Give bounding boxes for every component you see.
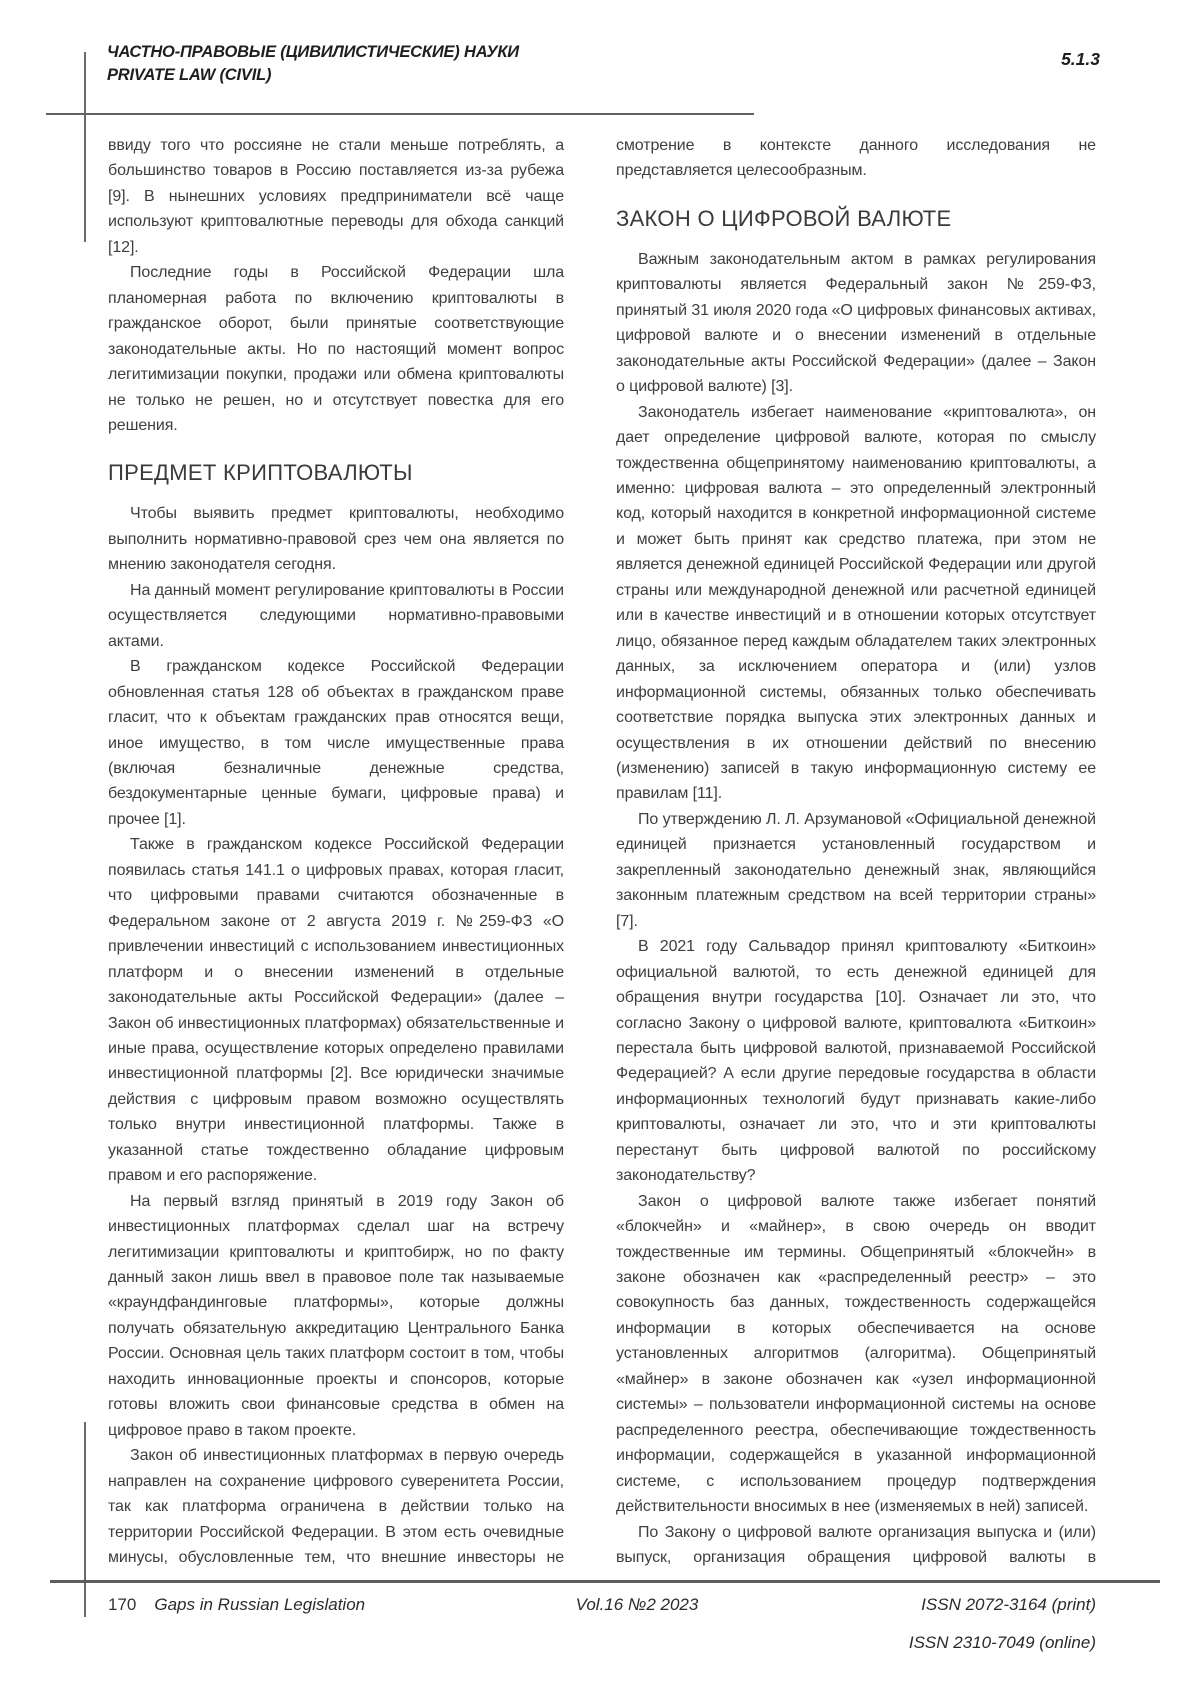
issn-print: ISSN 2072-3164 (print): [921, 1595, 1096, 1614]
right-column: [616, 133, 1096, 1573]
volume-info: Vol.16 №2 2023: [575, 1595, 699, 1614]
rubric-title-ru: ЧАСТНО-ПРАВОВЫЕ (ЦИВИЛИСТИЧЕСКИЕ) НАУКИ: [107, 43, 519, 61]
article-body: [108, 133, 1096, 1573]
paragraph: Важным законодательным актом в рамках регулирования криптовалюты является Федеральный закон №259-ФЗ, принятый 31 июля 2020 года «О цифровых финансовых активах, цифровой валюте и о внесении изменений в отдельные законодательные акты Российской Федерации» (далее – Закон о цифровой валюте) [3].: [616, 250, 1096, 396]
header-rule: [46, 113, 754, 115]
section-code: 5.1.3: [1061, 49, 1100, 69]
heading-predmet-kriptovalyuty: ПРЕДМЕТ КРИПТОВАЛЮТЫ: [108, 460, 413, 486]
rubric-title-en: PRIVATE LAW (CIVIL): [107, 66, 272, 84]
paragraph: На первый взгляд принятый в 2019 году Закон об инвестиционных платформах сделал шаг на встречу легитимизации криптовалюты и криптобирж, но по факту данный закон лишь ввел в правовое поле так называемые «краундфандинговые платформы», которые должны получать обязательную аккредитацию Центрального Банка России. Основная цель таких платформ состоит в том, чтобы находить инновационные проекты и спонсоров, которые готовы вложить свои финансовые средства в обмен на цифровое право в таком проекте.: [108, 1192, 564, 1439]
footer-rule: [50, 1580, 1160, 1583]
paragraph: Чтобы выявить предмет криптовалюты, необходимо выполнить нормативно-правовой срез чем она является по мнению законодателя сегодня.: [108, 505, 564, 574]
paragraph: ввиду того что россияне не стали меньше потреблять, а большинство товаров в Россию поставляется из-за рубежа [9]. В нынешних условиях предприниматели всё чаще используют криптовалютные переводы для обхода санкций [12].: [108, 137, 564, 256]
page-number: 170: [108, 1595, 137, 1614]
page-header: [107, 41, 1100, 87]
journal-title: Gaps in Russian Legislation: [154, 1595, 366, 1614]
paragraph: Закон о цифровой валюте также избегает понятий «блокчейн» и «майнер», в свою очередь он вводит тождественные им термины. Общепринятый «блокчейн» в законе обозначен как «распределенный реестр» – это совокупность баз данных, тождественность содержащейся информации в которых обеспечивается на основе установленных алгоритмов (алгоритма). Общепринятый «майнер» в законе обозначен как «узел информационной системы» – пользователи информационной системы на основе распределенного реестра, обеспечивающие тождественность информации, содержащейся в указанной информационной системе, с использованием процедур подтверждения действительности вносимых в нее (изменяемых в ней) записей.: [616, 1192, 1096, 1516]
margin-line-bottom: [84, 1422, 86, 1617]
rubric-block: [107, 41, 519, 87]
paragraph: В 2021 году Сальвадор принял криптовалюту «Биткоин» официальной валютой, то есть денежной единицей для обращения внутри государства [10]. Означает ли это, что согласно Закону о цифровой валюте, криптовалюта «Биткоин» перестала быть цифровой валютой, признаваемой Российской Федерацией? А если другие передовые государства в области информационных технологий будут признавать какие-либо криптовалюты, означает ли это, что и эти криптовалюты перестанут быть цифровой валютой по российскому законодательству?: [616, 938, 1096, 1185]
paragraph: смотрение в контексте данного исследования не представляется целесообразным.: [616, 137, 1096, 180]
paragraph: Закон об инвестиционных платформах в первую очередь направлен на сохранение цифрового суверенитета России, так как платформа ограничена в действии только на территории Российской Федерации. В этом есть очевидные минусы, обусловленные тем, что внешние инвесторы не: [108, 1447, 564, 1567]
paragraph: В гражданском кодексе Российской Федерации обновленная статья 128 об объектах в гражданском праве гласит, что к объектам гражданских прав относятся вещи, иное имущество, в том числе имущественные права (включая безналичные денежные средства, бездокументарные ценные бумаги, цифровые права) и прочее [1].: [108, 658, 564, 828]
margin-line-top: [84, 52, 86, 242]
footer-left: [108, 1594, 365, 1616]
paragraph: Также в гражданском кодексе Российской Федерации появилась статья 141.1 о цифровых правах, которая гласит, что цифровыми правами считаются обозначенные в Федеральном законе от 2 августа 2019 г. №259-ФЗ «О привлечении инвестиций с использованием инвестиционных платформ и о внесении изменений в отдельные законодательные акты Российской Федерации» (далее – Закон об инвестиционных платформах) обязательственные и иные права, осуществление которых определено правилами инвестиционной платформы [2]. Все юридически значимые действия с цифровым правом возможно осуществлять только внутри инвестиционной платформы. Также в указанной статье тождественно обладание цифровым правом и его распоряжение.: [108, 836, 564, 1185]
paragraph: По Закону о цифровой валюте организация выпуска и (или) выпуск, организация обращения цифровой валюты в: [616, 1523, 1096, 1567]
footer-issn-block: [909, 1594, 1096, 1654]
paragraph: На данный момент регулирование криптовалюты в России осуществляется следующими нормативно-правовыми актами.: [108, 581, 564, 650]
issn-online: ISSN 2310-7049 (online): [908, 1633, 1096, 1652]
paragraph: Законодатель избегает наименование «криптовалюта», он дает определение цифровой валюте, которая по смыслу тождественна общепринятому наименованию криптовалюты, а именно: цифровая валюта – это определенный электронный код, который находится в конкретной информационной системе и может быть принят как средство платежа, при этом не является денежной единицей Российской Федерации или другой страны или международной денежной или расчетной единицей или в качестве инвестиций и в отношении которых отсутствует лицо, обязанное перед каждым обладателем таких электронных данных, за исключением оператора и (или) узлов информационной системы, обязанных только обеспечивать соответствие порядка выпуска этих электронных данных и осуществления в их отношении действий по внесению (изменению) записей в такую информационную систему ее правилам [11].: [616, 403, 1096, 803]
page-footer: [108, 1594, 1096, 1654]
heading-zakon-o-cifrovoj-valyute: ЗАКОН О ЦИФРОВОЙ ВАЛЮТЕ: [616, 205, 952, 231]
left-column: [108, 133, 564, 1573]
paragraph: Последние годы в Российской Федерации шла планомерная работа по включению криптовалюты в гражданское оборот, были принятые соответствующие законодательные акты. Но по настоящий момент вопрос легитимизации покупки, продажи или обмена криптовалюты не только не решен, но и отсутствует повестка для его решения.: [108, 264, 564, 434]
paragraph: По утверждению Л. Л. Арзумановой «Официальной денежной единицей признается установленный государством и закрепленный законодательно денежный знак, являющийся законным платежным средством на всей территории страны» [7].: [616, 810, 1096, 930]
